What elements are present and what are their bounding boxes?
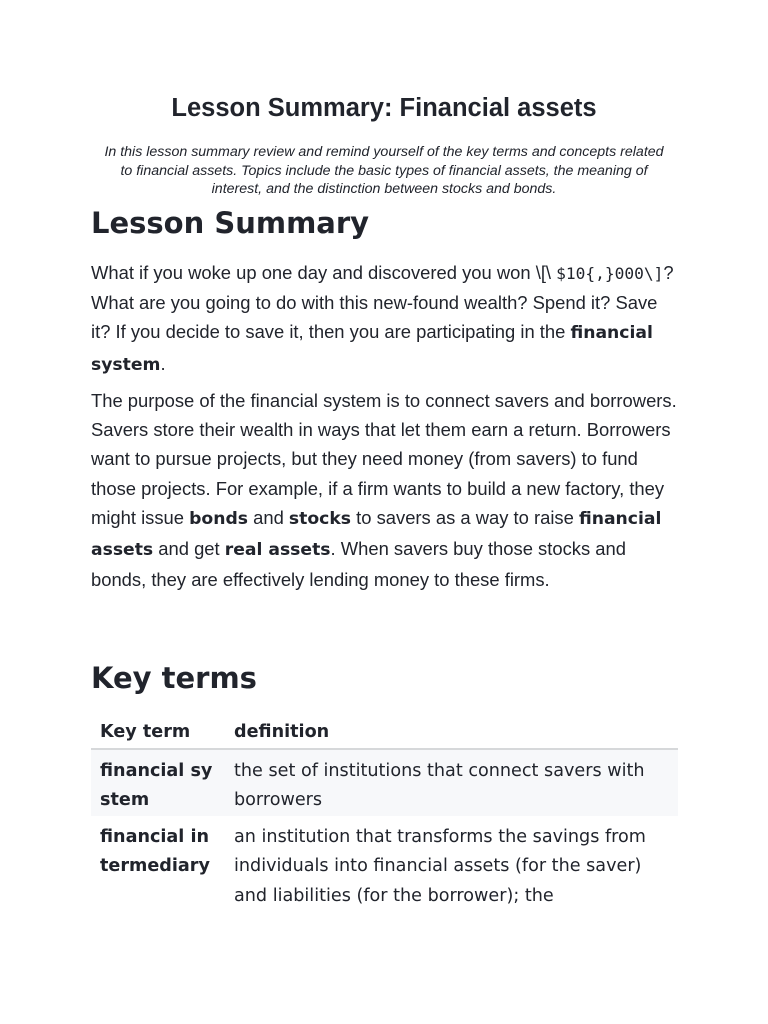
purpose-text-1: The purpose of the financial system is to connect savers and borrowers. Savers store their wealth in ways that let them earn a return. Borrowers want to pursue projects, but they need money (from savers) to fund those projects. For example, if a firm wants to build a new factory, they might issue (91, 390, 677, 528)
column-header-definition: definition (225, 716, 678, 749)
intro-text-1: What if you woke up one day and discovered you won \[\ (91, 262, 557, 283)
intro-paragraph (91, 258, 681, 380)
financial-system-term: financial system (91, 323, 653, 375)
term-cell: financial system (91, 749, 225, 816)
definition-cell: an institution that transforms the savings from individuals into financial assets (for the saver) and liabilities (for the borrower); the (234, 826, 646, 906)
key-terms-heading: Key terms (91, 661, 257, 695)
real-assets-term: real assets (224, 540, 331, 561)
purpose-text-5: . When savers buy those stocks and bonds, they are effectively lending money to these firms. (91, 538, 626, 591)
stocks-term: stocks (288, 508, 352, 529)
table-row (91, 749, 678, 816)
page-description: In this lesson summary review and remind yourself of the key terms and concepts related to financial assets. Topics include the basic types of financial assets, the meaning of interest, and the distinction between stocks and bonds. (104, 144, 664, 197)
purpose-paragraph (91, 386, 681, 594)
bonds-term: bonds (189, 508, 249, 529)
intro-text-3: . (160, 352, 166, 374)
lesson-summary-heading: Lesson Summary (91, 206, 370, 240)
purpose-text-4: and get (153, 538, 225, 560)
purpose-text-3: to savers as a way to raise (351, 506, 579, 528)
column-header-key-term: Key term (91, 716, 225, 749)
financial-assets-term: financial assets (91, 508, 662, 561)
intro-text-2: ? What are you going to do with this new-found wealth? Spend it? Save it? If you decide to save it, then you are participating in the (91, 262, 674, 343)
page-title: Lesson Summary: Financial assets (171, 94, 597, 122)
purpose-text-2: and (248, 506, 289, 528)
term-cell: financial intermediary (100, 826, 210, 876)
definition-cell: the set of institutions that connect savers with borrowers (225, 749, 678, 816)
key-terms-table (91, 716, 678, 911)
prize-amount-code: $10{,}000\] (556, 264, 664, 283)
table-row (91, 816, 678, 912)
table-header-row (91, 716, 678, 749)
